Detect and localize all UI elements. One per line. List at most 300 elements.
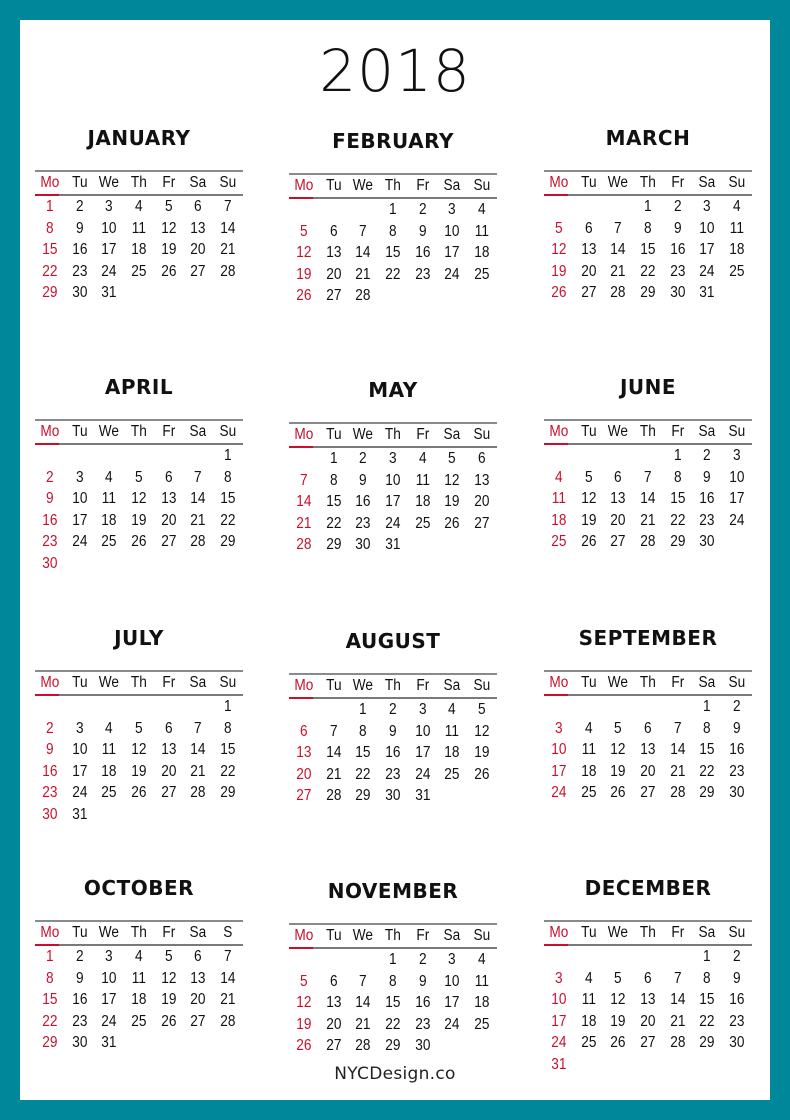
- day-cell: 30: [699, 533, 715, 550]
- day-cell: 28: [220, 262, 236, 280]
- day-cell: 31: [101, 284, 117, 301]
- day-cell: 16: [71, 241, 88, 258]
- day-cell: 12: [161, 969, 177, 987]
- day-cell: 3: [733, 447, 741, 464]
- month-title: JULY: [114, 626, 164, 650]
- day-cell: 28: [220, 1012, 236, 1030]
- weekday-label: Su: [219, 174, 237, 191]
- day-cell: 21: [670, 762, 686, 780]
- day-cell: 2: [359, 450, 368, 467]
- calendar-page: [20, 20, 770, 1100]
- day-cell: [185, 445, 211, 467]
- weekday-label: Su: [473, 177, 491, 194]
- day-cell: 30: [415, 1037, 431, 1054]
- day-cell: 22: [640, 262, 656, 280]
- day-cell: 10: [729, 468, 745, 486]
- day-cell: 10: [101, 219, 117, 237]
- day-cell: 4: [448, 701, 457, 718]
- day-cell: 16: [415, 244, 431, 261]
- day-cell: 13: [580, 241, 597, 258]
- week-row: [35, 782, 243, 804]
- day-cell: [575, 445, 601, 467]
- week-row: [289, 264, 497, 286]
- day-cell: [605, 553, 631, 575]
- weekday-label: Sa: [443, 177, 461, 194]
- day-cell: [410, 285, 436, 307]
- weekday-label: Sa: [698, 423, 716, 440]
- day-cell: [439, 307, 465, 329]
- weekday-label: Su: [728, 174, 746, 191]
- day-cell: [439, 285, 465, 307]
- day-cell: [350, 949, 376, 971]
- weekday-header-row: [544, 172, 752, 196]
- day-cell: 20: [640, 1012, 656, 1030]
- day-cell: [575, 304, 601, 326]
- day-cell: 17: [385, 493, 401, 510]
- day-cell: 17: [551, 1012, 567, 1030]
- day-cell: 1: [46, 198, 54, 215]
- day-cell: 16: [42, 762, 58, 780]
- day-cell: 31: [71, 805, 88, 823]
- week-row: [289, 556, 497, 578]
- day-cell: [96, 696, 122, 718]
- day-cell: 4: [555, 468, 563, 486]
- day-cell: 4: [105, 468, 114, 486]
- weekday-label: Fr: [162, 674, 176, 691]
- day-cell: 9: [359, 471, 368, 489]
- weekday-label: Th: [639, 423, 656, 440]
- day-cell: 7: [673, 719, 682, 737]
- day-cell: 30: [729, 1034, 745, 1051]
- day-cell: [665, 304, 691, 326]
- month-title: JUNE: [619, 375, 677, 399]
- day-cell: 22: [42, 262, 58, 280]
- day-cell: 20: [161, 511, 177, 529]
- day-cell: 4: [105, 719, 114, 737]
- day-cell: [575, 196, 601, 218]
- day-cell: [215, 304, 241, 326]
- day-cell: 27: [474, 514, 490, 532]
- day-cell: 12: [131, 490, 147, 507]
- day-cell: 25: [580, 784, 597, 801]
- week-row: [35, 196, 243, 218]
- day-cell: [439, 785, 465, 807]
- day-cell: 1: [389, 201, 397, 218]
- day-cell: [156, 1032, 182, 1054]
- weekday-header-row: [289, 675, 497, 699]
- week-row: [289, 307, 497, 329]
- day-cell: 6: [478, 450, 486, 467]
- day-cell: 24: [551, 1034, 567, 1051]
- day-cell: 28: [355, 1037, 371, 1054]
- day-cell: [665, 696, 691, 718]
- day-cell: 3: [105, 198, 114, 215]
- day-cell: 21: [670, 1012, 686, 1030]
- month-grid: [544, 920, 752, 1075]
- month-grid: [544, 670, 752, 825]
- weekday-label: Fr: [416, 177, 430, 194]
- day-cell: 12: [474, 722, 490, 740]
- day-cell: 6: [644, 969, 652, 987]
- day-cell: 14: [355, 994, 371, 1011]
- day-cell: 8: [224, 719, 232, 737]
- weekday-label: Fr: [671, 674, 685, 691]
- weekday-label: Th: [130, 924, 147, 941]
- day-cell: [469, 807, 495, 829]
- day-cell: [126, 804, 152, 826]
- day-cell: 7: [329, 722, 338, 740]
- month-grid: [544, 170, 752, 325]
- day-cell: 20: [190, 241, 206, 258]
- day-cell: [185, 804, 211, 826]
- weekday-label: We: [99, 924, 120, 941]
- month-grid: [289, 173, 497, 328]
- week-row: [544, 761, 752, 783]
- day-cell: 2: [733, 698, 741, 715]
- day-cell: 17: [415, 744, 431, 761]
- day-cell: 31: [551, 1055, 567, 1073]
- day-cell: 21: [220, 991, 236, 1008]
- day-cell: 28: [355, 287, 371, 304]
- day-cell: 8: [703, 969, 712, 987]
- day-cell: [320, 699, 346, 721]
- day-cell: 27: [325, 1037, 342, 1054]
- weekday-header-row: [35, 922, 243, 946]
- day-cell: 23: [71, 262, 88, 280]
- day-cell: 25: [101, 533, 117, 550]
- day-cell: 18: [580, 1012, 597, 1030]
- day-cell: [350, 307, 376, 329]
- day-cell: 8: [359, 722, 368, 740]
- day-cell: [291, 699, 317, 721]
- weekday-label: Sa: [443, 927, 461, 944]
- month-grid: [35, 670, 243, 825]
- day-cell: 21: [296, 514, 312, 532]
- day-cell: 14: [670, 741, 686, 758]
- day-cell: [215, 804, 241, 826]
- weekday-label: Sa: [189, 674, 207, 691]
- weekday-label: Tu: [580, 423, 597, 440]
- week-row: [289, 199, 497, 221]
- day-cell: [320, 949, 346, 971]
- day-cell: 31: [101, 1034, 117, 1051]
- day-cell: 24: [101, 262, 117, 280]
- weekday-label: Tu: [580, 924, 597, 941]
- day-cell: 20: [580, 262, 597, 280]
- month-grid: [35, 920, 243, 1075]
- day-cell: 25: [131, 262, 147, 280]
- day-cell: 26: [610, 784, 626, 801]
- weekday-label: Sa: [698, 174, 716, 191]
- day-cell: 21: [190, 511, 206, 529]
- day-cell: 9: [733, 969, 741, 987]
- weekday-label: We: [99, 423, 120, 440]
- day-cell: 14: [190, 490, 206, 507]
- day-cell: 9: [75, 969, 84, 987]
- day-cell: 3: [389, 450, 397, 467]
- day-cell: 22: [42, 1012, 58, 1030]
- weekday-label: Fr: [162, 924, 176, 941]
- day-cell: 23: [415, 1015, 431, 1033]
- week-row: [289, 992, 497, 1014]
- day-cell: 4: [135, 198, 143, 215]
- weekday-header-row: [289, 424, 497, 448]
- day-cell: 3: [703, 198, 712, 215]
- day-cell: [635, 696, 661, 718]
- day-cell: 1: [224, 447, 232, 464]
- day-cell: [469, 785, 495, 807]
- weekday-label: Th: [639, 674, 656, 691]
- day-cell: 15: [355, 744, 371, 761]
- day-cell: 5: [614, 719, 623, 737]
- day-cell: [37, 696, 63, 718]
- week-row: [35, 553, 243, 575]
- day-cell: 14: [296, 493, 312, 510]
- weekday-label: Mo: [294, 177, 314, 194]
- day-cell: 26: [580, 533, 597, 550]
- day-cell: 19: [296, 265, 312, 283]
- day-cell: 1: [673, 447, 682, 464]
- weekday-label: Tu: [580, 174, 597, 191]
- day-cell: 3: [75, 468, 84, 486]
- day-cell: 7: [359, 972, 368, 990]
- day-cell: 23: [42, 784, 58, 801]
- day-cell: [575, 553, 601, 575]
- week-row: [289, 764, 497, 786]
- day-cell: [694, 804, 720, 826]
- weekday-label: Fr: [416, 927, 430, 944]
- week-row: [35, 261, 243, 283]
- day-cell: [291, 448, 317, 470]
- day-cell: [665, 553, 691, 575]
- week-row: [35, 218, 243, 240]
- day-cell: [380, 285, 406, 307]
- weekday-label: We: [608, 174, 629, 191]
- week-row: [544, 510, 752, 532]
- month-title: OCTOBER: [83, 876, 195, 900]
- week-row: [35, 1032, 243, 1054]
- day-cell: 6: [194, 948, 203, 965]
- day-cell: 15: [385, 244, 401, 261]
- month-grid: [289, 422, 497, 577]
- day-cell: 2: [46, 468, 54, 486]
- day-cell: 15: [670, 490, 686, 507]
- day-cell: [605, 804, 631, 826]
- day-cell: [350, 199, 376, 221]
- day-cell: [635, 445, 661, 467]
- day-cell: [546, 696, 572, 718]
- day-cell: [469, 556, 495, 578]
- week-row: [289, 242, 497, 264]
- day-cell: 19: [131, 511, 147, 529]
- day-cell: 30: [71, 284, 88, 301]
- week-row: [35, 739, 243, 761]
- day-cell: 23: [415, 265, 431, 283]
- week-row: [35, 239, 243, 261]
- week-row: [289, 221, 497, 243]
- day-cell: [156, 553, 182, 575]
- day-cell: 22: [385, 265, 401, 283]
- day-cell: 23: [670, 262, 686, 280]
- day-cell: 14: [325, 744, 342, 761]
- day-cell: 6: [164, 468, 173, 486]
- day-cell: [126, 282, 152, 304]
- day-cell: [96, 804, 122, 826]
- day-cell: [439, 534, 465, 556]
- day-cell: 1: [46, 948, 54, 965]
- day-cell: [665, 804, 691, 826]
- day-cell: 25: [474, 265, 490, 283]
- day-cell: [156, 445, 182, 467]
- day-cell: 15: [325, 493, 342, 510]
- week-row: [35, 488, 243, 510]
- weekday-label: Tu: [325, 177, 342, 194]
- day-cell: 24: [551, 784, 567, 801]
- day-cell: 30: [385, 787, 401, 804]
- day-cell: [546, 946, 572, 968]
- day-cell: 8: [224, 468, 232, 486]
- week-row: [544, 553, 752, 575]
- day-cell: 14: [610, 241, 626, 258]
- week-row: [289, 470, 497, 492]
- weekday-label: Mo: [294, 927, 314, 944]
- weekday-label: Su: [473, 927, 491, 944]
- day-cell: [575, 946, 601, 968]
- day-cell: 9: [418, 222, 427, 240]
- day-cell: 3: [105, 948, 114, 965]
- day-cell: 17: [699, 241, 715, 258]
- day-cell: [185, 1032, 211, 1054]
- day-cell: 27: [640, 784, 656, 801]
- day-cell: [66, 304, 92, 326]
- week-row: [544, 1011, 752, 1033]
- day-cell: 28: [670, 784, 686, 801]
- day-cell: [126, 1032, 152, 1054]
- day-cell: 5: [584, 468, 593, 486]
- day-cell: 28: [190, 784, 206, 801]
- month-grid: [289, 673, 497, 828]
- day-cell: [350, 556, 376, 578]
- day-cell: [439, 807, 465, 829]
- day-cell: 5: [164, 948, 173, 965]
- day-cell: 10: [444, 972, 460, 990]
- day-cell: [320, 807, 346, 829]
- week-row: [35, 696, 243, 718]
- day-cell: 17: [551, 762, 567, 780]
- week-row: [544, 696, 752, 718]
- day-cell: [185, 304, 211, 326]
- day-cell: 22: [699, 762, 715, 780]
- weekday-label: Sa: [189, 423, 207, 440]
- month-title: DECEMBER: [584, 876, 712, 900]
- weekday-label: Mo: [549, 674, 569, 691]
- day-cell: 9: [389, 722, 397, 740]
- week-row: [289, 949, 497, 971]
- week-row: [289, 534, 497, 556]
- weekday-label: Th: [384, 177, 401, 194]
- day-cell: [156, 804, 182, 826]
- day-cell: 22: [670, 511, 686, 529]
- weekday-label: Sa: [189, 924, 207, 941]
- day-cell: 19: [610, 762, 626, 780]
- day-cell: 29: [355, 787, 371, 804]
- week-row: [544, 196, 752, 218]
- day-cell: 2: [673, 198, 682, 215]
- day-cell: 12: [610, 741, 626, 758]
- day-cell: 8: [389, 222, 397, 240]
- weekday-label: Tu: [325, 677, 342, 694]
- day-cell: 4: [478, 201, 486, 218]
- day-cell: 29: [385, 1037, 401, 1054]
- week-row: [35, 804, 243, 826]
- day-cell: [185, 553, 211, 575]
- day-cell: [635, 946, 661, 968]
- day-cell: 5: [478, 701, 486, 718]
- weekday-label: Mo: [40, 674, 60, 691]
- month-title: FEBRUARY: [332, 129, 454, 153]
- day-cell: 24: [101, 1012, 117, 1030]
- week-row: [289, 1035, 497, 1057]
- day-cell: 22: [355, 765, 371, 783]
- day-cell: 23: [729, 1012, 745, 1030]
- day-cell: 22: [220, 762, 236, 780]
- week-row: [544, 304, 752, 326]
- day-cell: 30: [42, 554, 58, 572]
- weekday-label: Su: [728, 423, 746, 440]
- day-cell: [546, 196, 572, 218]
- weekday-label: Mo: [549, 924, 569, 941]
- weekday-label: Th: [130, 674, 147, 691]
- day-cell: 25: [729, 262, 745, 280]
- day-cell: 20: [190, 991, 206, 1008]
- day-cell: 17: [71, 511, 88, 529]
- weekday-label: We: [353, 927, 374, 944]
- day-cell: 25: [551, 533, 567, 550]
- day-cell: [546, 304, 572, 326]
- day-cell: 18: [474, 994, 490, 1011]
- weekday-label: S: [223, 924, 233, 941]
- day-cell: 10: [71, 741, 88, 758]
- day-cell: 21: [640, 511, 656, 529]
- day-cell: 31: [385, 536, 401, 553]
- day-cell: 29: [220, 533, 236, 550]
- day-cell: 19: [610, 1012, 626, 1030]
- day-cell: [635, 804, 661, 826]
- weekday-label: We: [353, 426, 374, 443]
- week-row: [289, 1014, 497, 1036]
- day-cell: 10: [71, 490, 88, 507]
- weekday-label: Sa: [698, 674, 716, 691]
- day-cell: [469, 307, 495, 329]
- day-cell: [291, 949, 317, 971]
- day-cell: [469, 534, 495, 556]
- month-title: JANUARY: [87, 126, 191, 150]
- day-cell: 16: [670, 241, 686, 258]
- weekday-header-row: [35, 172, 243, 196]
- day-cell: [546, 804, 572, 826]
- day-cell: 9: [418, 972, 427, 990]
- day-cell: [546, 553, 572, 575]
- week-row: [289, 971, 497, 993]
- weekday-label: Su: [219, 423, 237, 440]
- weekday-label: Su: [473, 426, 491, 443]
- day-cell: 26: [296, 1037, 312, 1054]
- week-row: [544, 531, 752, 553]
- day-cell: 5: [164, 198, 173, 215]
- day-cell: [605, 946, 631, 968]
- week-row: [544, 739, 752, 761]
- day-cell: 6: [614, 468, 623, 486]
